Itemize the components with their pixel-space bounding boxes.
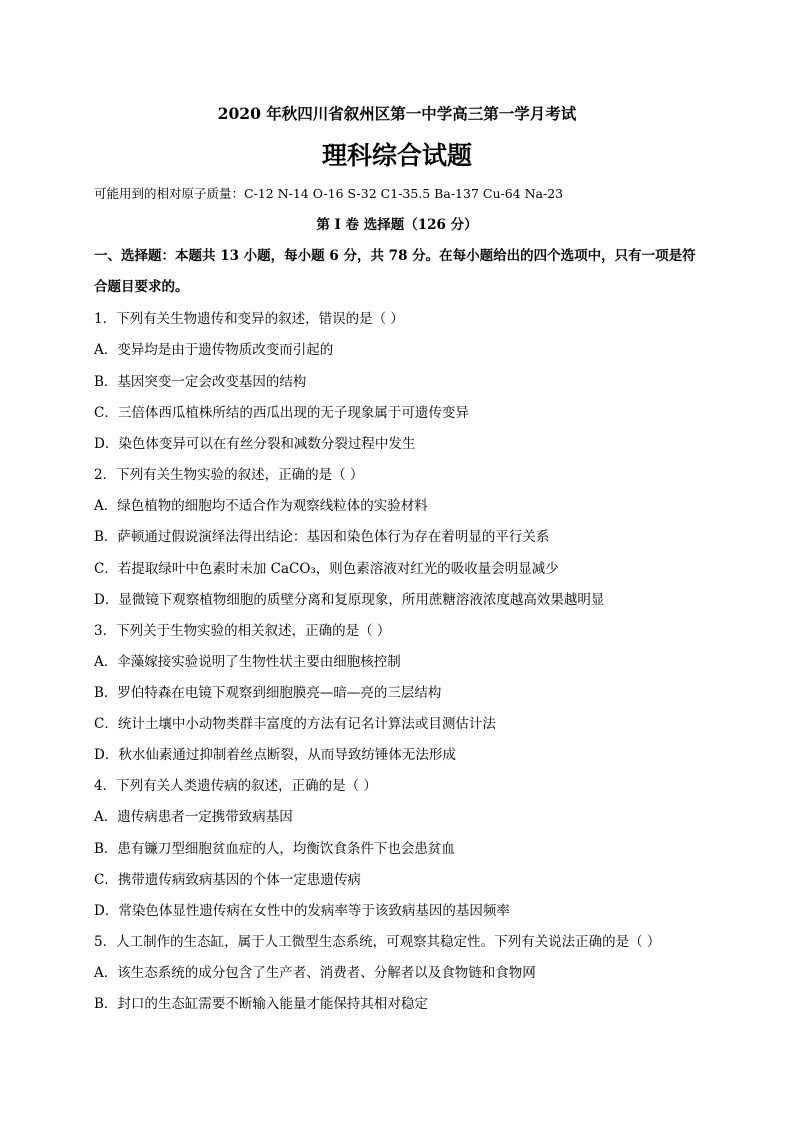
question-4-option-b: B．患有镰刀型细胞贫血症的人，均衡饮食条件下也会患贫血 — [94, 841, 455, 857]
question-1-option-a: A．变异均是由于遗传物质改变而引起的 — [94, 342, 334, 358]
instructions-line-1: 一、选择题：本题共 13 小题，每小题 6 分，共 78 分。在每小题给出的四个选项中，只有一项是符 — [94, 248, 696, 264]
question-3-option-b: B．罗伯特森在电镜下观察到细胞膜亮—暗—亮的三层结构 — [94, 685, 442, 701]
question-3-option-a: A．伞藻嫁接实验说明了生物性状主要由细胞核控制 — [94, 654, 401, 670]
question-3-option-c: C．统计土壤中小动物类群丰富度的方法有记名计算法或目测估计法 — [94, 716, 496, 732]
atomic-masses: 可能用到的相对原子质量：C-12 N-14 O-16 S-32 C1-35.5 Ba-137 Cu-64 Na-23 — [94, 186, 564, 201]
exam-title: 2020 年秋四川省叙州区第一中学高三第一学月考试 — [217, 104, 577, 123]
question-3-option-d: D．秋水仙素通过抑制着丝点断裂，从而导致纺锤体无法形成 — [94, 747, 456, 763]
question-4-stem: 4．下列有关人类遗传病的叙述，正确的是（ ） — [94, 778, 377, 794]
instructions-line-2: 合题目要求的。 — [94, 279, 189, 295]
question-2-option-d: D．显微镜下观察植物细胞的质壁分离和复原现象，所用蔗糖溶液浓度越高效果越明显 — [94, 592, 605, 608]
question-2-stem: 2．下列有关生物实验的叙述，正确的是（ ） — [94, 467, 364, 483]
question-4-option-a: A．遗传病患者一定携带致病基因 — [94, 809, 293, 825]
question-3-stem: 3．下列关于生物实验的相关叙述，正确的是（ ） — [94, 623, 391, 639]
question-2-option-b: B．萨顿通过假说演绎法得出结论：基因和染色体行为存在着明显的平行关系 — [94, 529, 550, 545]
question-1-option-d: D．染色体变异可以在有丝分裂和减数分裂过程中发生 — [94, 436, 416, 452]
question-5-option-b: B．封口的生态缸需要不断输入能量才能保持其相对稳定 — [94, 996, 428, 1012]
subject-title: 理科综合试题 — [321, 141, 472, 170]
question-2-option-c: C．若提取绿叶中色素时未加 CaCO₃，则色素溶液对红光的吸收量会明显减少 — [94, 561, 559, 577]
section-title: 第 I 卷 选择题（126 分） — [316, 217, 478, 233]
question-5-stem: 5．人工制作的生态缸，属于人工微型生态系统，可观察其稳定性。下列有关说法正确的是（ ） — [94, 934, 661, 950]
question-4-option-c: C．携带遗传病致病基因的个体一定患遗传病 — [94, 872, 361, 888]
question-2-option-a: A．绿色植物的细胞均不适合作为观察线粒体的实验材料 — [94, 498, 428, 514]
question-1-stem: 1．下列有关生物遗传和变异的叙述，错误的是（ ） — [94, 311, 404, 327]
question-5-option-a: A．该生态系统的成分包含了生产者、消费者、分解者以及食物链和食物网 — [94, 965, 536, 981]
question-1-option-c: C．三倍体西瓜植株所结的西瓜出现的无子现象属于可遗传变异 — [94, 405, 469, 421]
question-4-option-d: D．常染色体显性遗传病在女性中的发病率等于该致病基因的基因频率 — [94, 903, 510, 919]
question-1-option-b: B．基因突变一定会改变基因的结构 — [94, 374, 307, 390]
